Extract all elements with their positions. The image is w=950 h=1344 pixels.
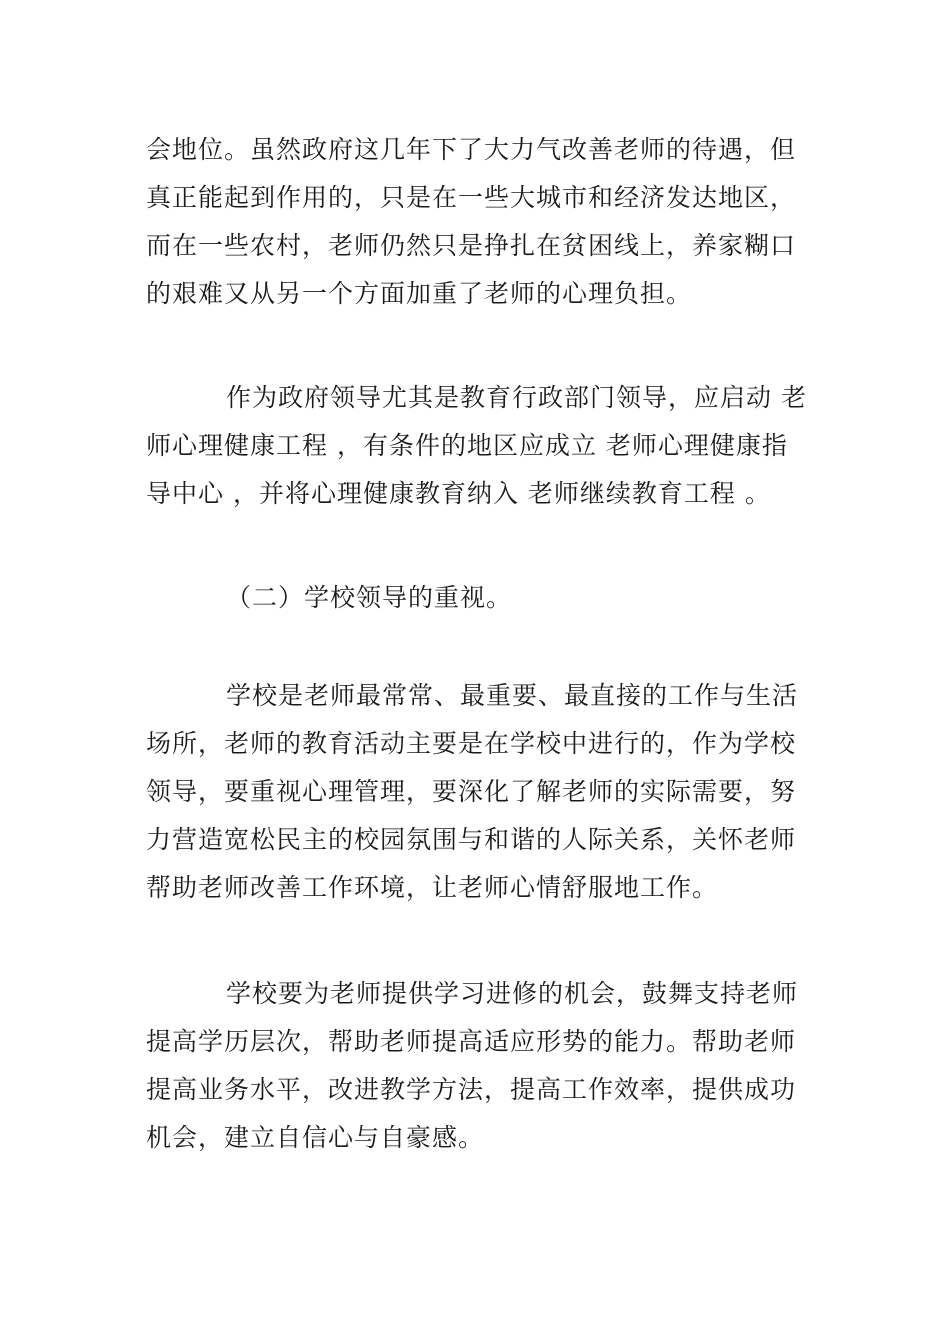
paragraph-government-leadership [146, 374, 806, 518]
text-line: 机会，建立自信心与自豪感。 [146, 1123, 485, 1152]
text-line: 力营造宽松民主的校园氛围与和谐的人际关系，关怀老师 [146, 825, 797, 854]
text-line: 导中心 ，并将心理健康教育纳入 老师继续教育工程 。 [146, 479, 771, 508]
text-line: 学校要为老师提供学习进修的机会，鼓舞支持老师 [226, 979, 799, 1008]
text-line: 作为政府领导尤其是教育行政部门领导，应启动 老 [226, 383, 807, 412]
paragraph-social-status [146, 126, 806, 318]
heading-line: （二）学校领导的重视。 [226, 583, 513, 612]
text-line: 会地位。虽然政府这几年下了大力气改善老师的待遇，但 [146, 135, 797, 164]
text-line: 帮助老师改善工作环境，让老师心情舒服地工作。 [146, 873, 719, 902]
text-line: 而在一些农村，老师仍然只是挣扎在贫困线上，养家糊口 [146, 231, 797, 260]
text-line: 提高业务水平，改进教学方法，提高工作效率，提供成功 [146, 1075, 797, 1104]
text-line: 场所，老师的教育活动主要是在学校中进行的，作为学校 [146, 729, 797, 758]
text-line: 的艰难又从另一个方面加重了老师的心理负担。 [146, 279, 693, 308]
text-line: 学校是老师最常常、最重要、最直接的工作与生活 [226, 681, 799, 710]
section-heading-school-leadership [146, 574, 806, 622]
text-line: 提高学历层次，帮助老师提高适应形势的能力。帮助老师 [146, 1027, 797, 1056]
text-line: 师心理健康工程 ，有条件的地区应成立 老师心理健康指 [146, 431, 788, 460]
text-line: 真正能起到作用的，只是在一些大城市和经济发达地区， [146, 183, 797, 212]
text-line: 领导，要重视心理管理，要深化了解老师的实际需要，努 [146, 777, 797, 806]
paragraph-school-workplace [146, 672, 806, 912]
paragraph-teacher-development [146, 970, 806, 1162]
